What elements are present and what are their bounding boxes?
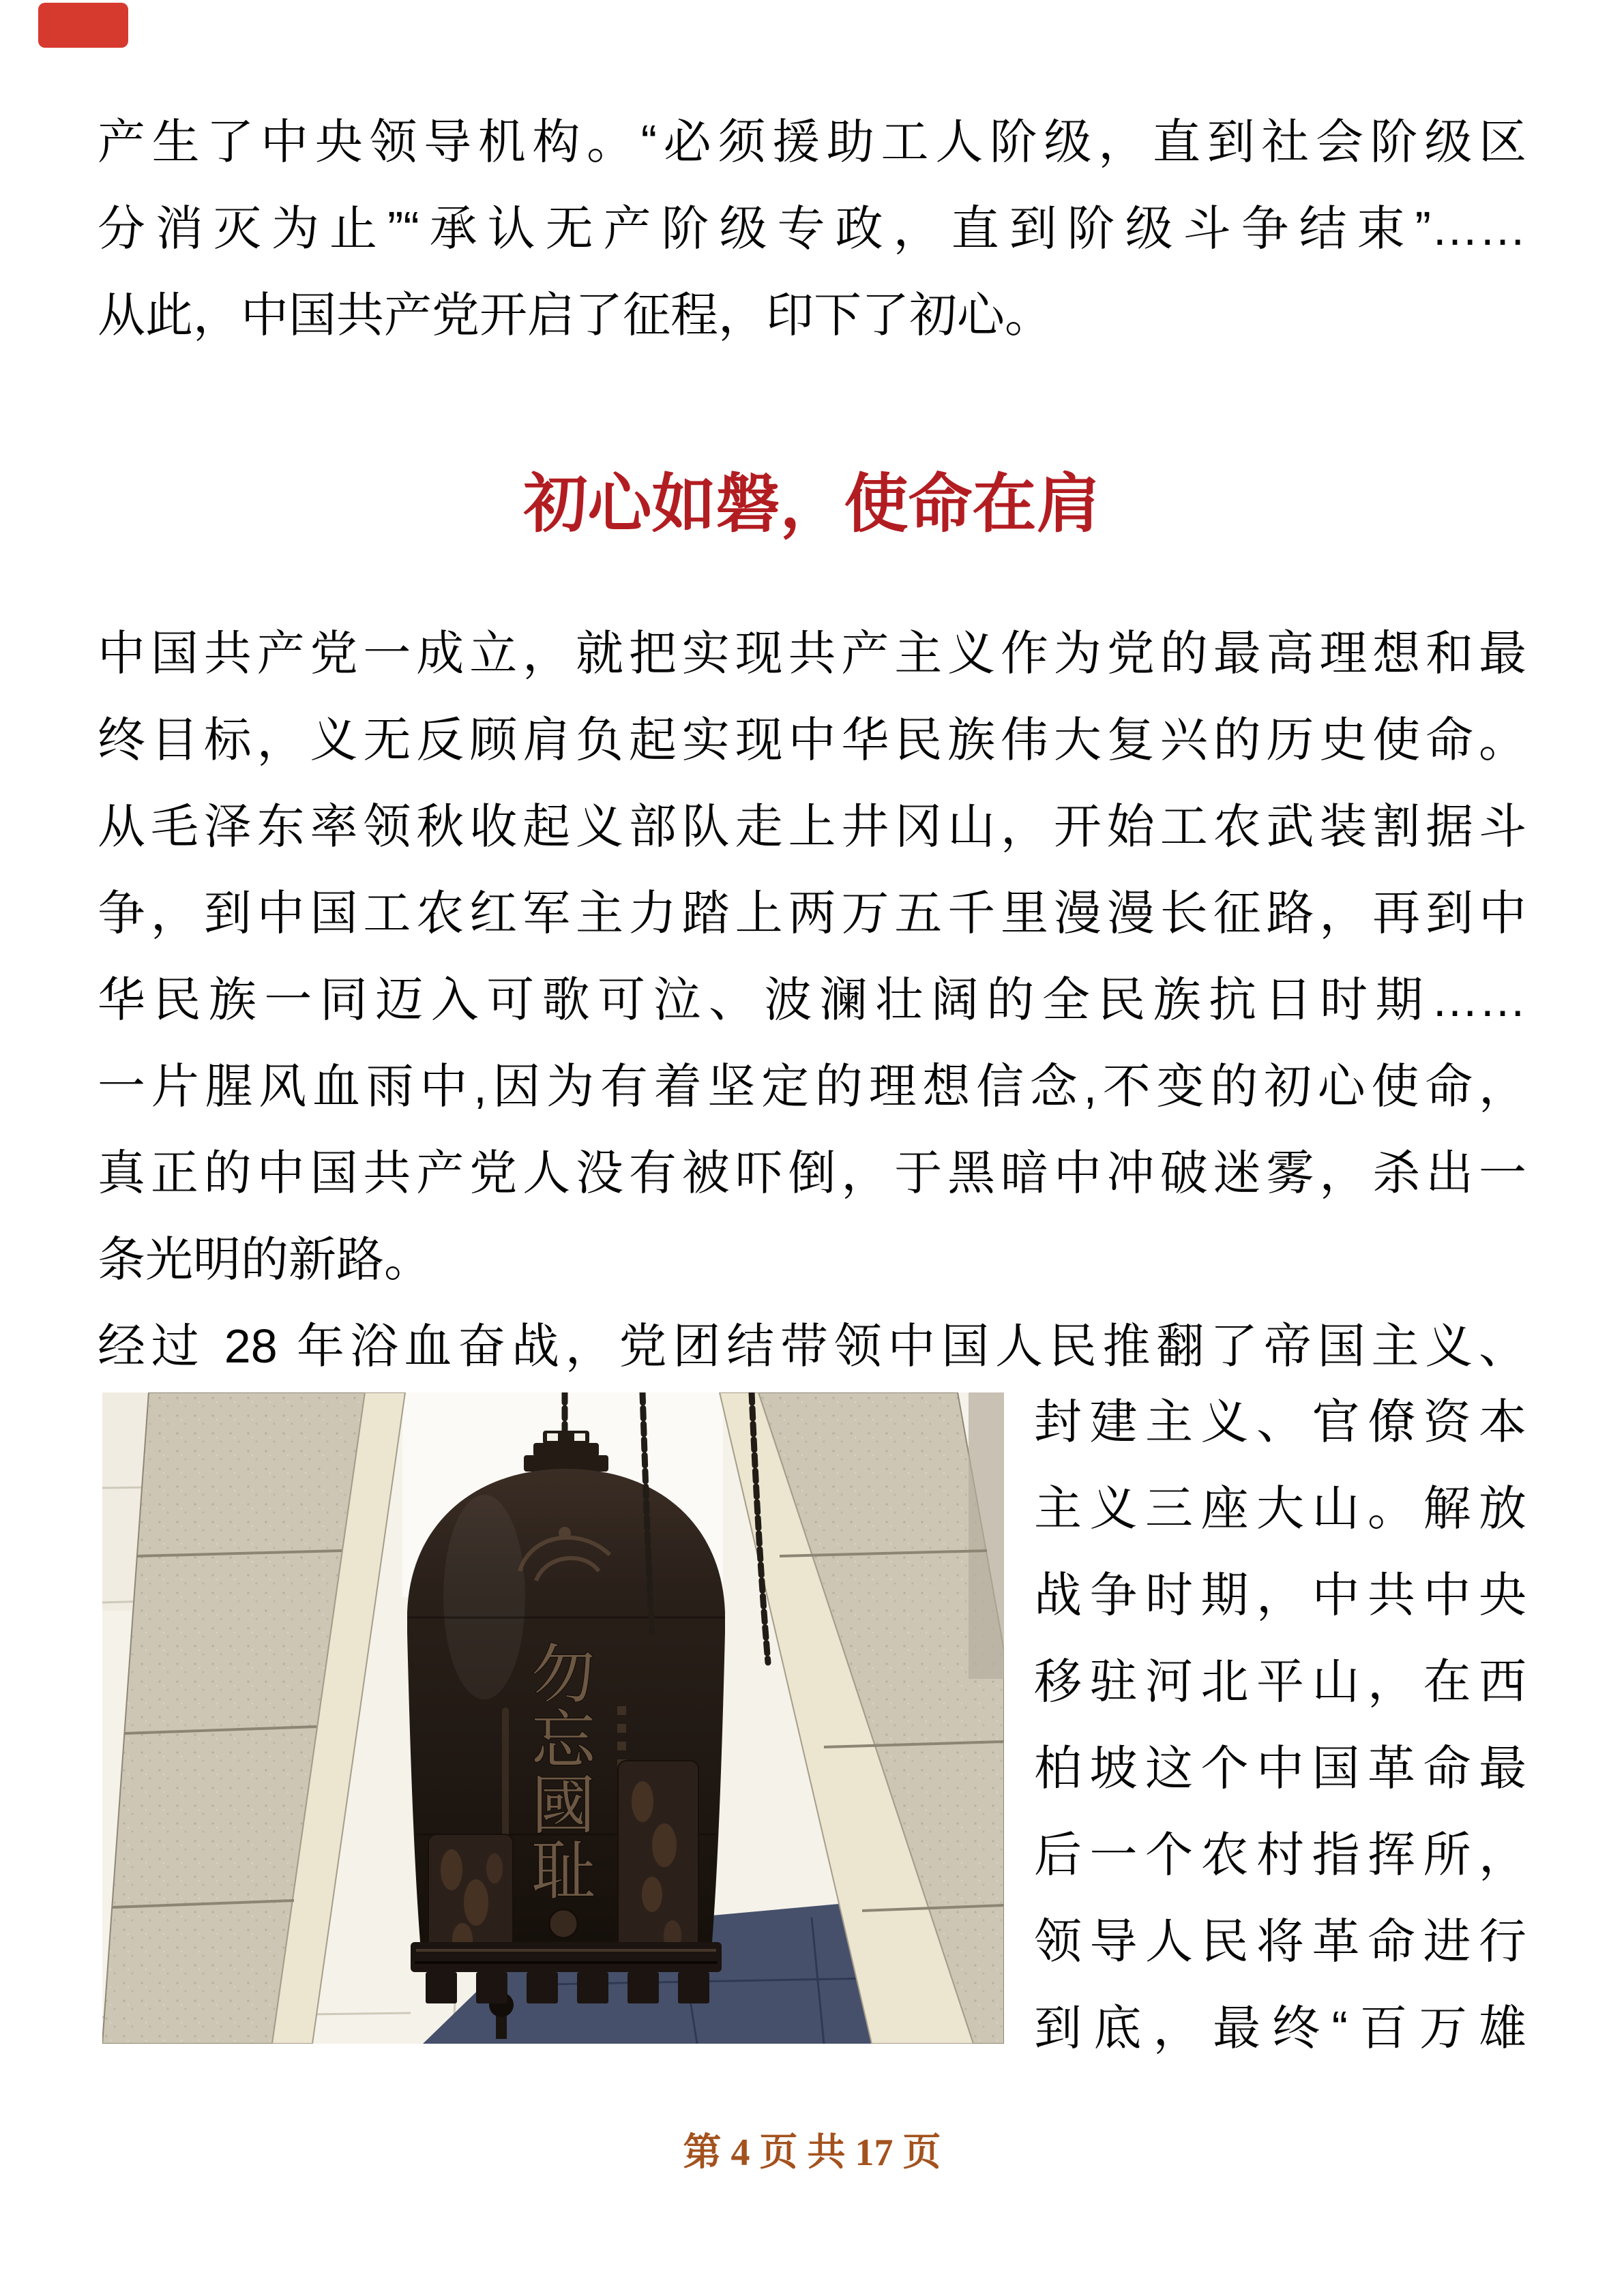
text-line: 分消灭为止”“承认无产阶级专政，直到阶级斗争结束”……	[98, 202, 1526, 255]
text-line: 主义三座大山。解放	[1034, 1482, 1526, 1535]
text-line: 争，到中国工农红军主力踏上两万五千里漫漫长征路，再到中	[98, 886, 1526, 940]
text-line: 柏坡这个中国革命最	[1034, 1742, 1526, 1795]
paragraph-main	[98, 610, 1526, 1390]
bell-inscription	[531, 1640, 597, 1907]
svg-text:勿: 勿	[531, 1640, 596, 1711]
bell-small-text-column-left	[502, 1708, 509, 1855]
text-line: 条光明的新路。	[98, 1233, 432, 1286]
bell-photo	[102, 1392, 1004, 2044]
paragraph-wrap-right	[1034, 1379, 1526, 2072]
red-corner-mark	[38, 3, 128, 48]
text-line: 华民族一同迈入可歌可泣、波澜壮阔的全民族抗日时期……	[98, 973, 1526, 1026]
svg-text:耻: 耻	[531, 1836, 596, 1907]
svg-text:國: 國	[531, 1771, 596, 1842]
text-line: 后一个农村指挥所，	[1034, 1828, 1526, 1881]
paragraph-top	[98, 99, 1526, 359]
bell-photo-graphic	[102, 1392, 1004, 2044]
page-footer-pagenumber: 第 4 页 共 17 页	[683, 2132, 941, 2174]
text-line: 从此，中国共产党开启了征程，印下了初心。	[98, 288, 1052, 342]
text-line: 从毛泽东率领秋收起义部队走上井冈山，开始工农武装割据斗	[98, 800, 1526, 853]
bell-relief-right	[618, 1761, 698, 1963]
bronze-bell	[407, 1431, 725, 2003]
text-line: 一片腥风血雨中,因为有着坚定的理想信念,不变的初心使命，	[98, 1060, 1526, 1113]
text-line: 终目标，义无反顾肩负起实现中华民族伟大复兴的历史使命。	[98, 713, 1526, 766]
text-line: 产生了中央领导机构。“必须援助工人阶级，直到社会阶级区	[98, 115, 1526, 168]
text-line: 战争时期，中共中央	[1034, 1568, 1526, 1622]
text-line: 真正的中国共产党人没有被吓倒，于黑暗中冲破迷雾，杀出一	[98, 1146, 1526, 1199]
text-line: 中国共产党一成立，就把实现共产主义作为党的最高理想和最	[98, 627, 1526, 680]
text-line: 移驻河北平山，在西	[1034, 1655, 1526, 1708]
text-line: 封建主义、官僚资本	[1034, 1395, 1526, 1448]
text-line: 到底，最终“百万雄	[1034, 2001, 1526, 2055]
text-line: 领导人民将革命进行	[1034, 1915, 1526, 1968]
svg-text:忘: 忘	[531, 1705, 596, 1776]
section-heading: 初心如磐，使命在肩	[523, 468, 1101, 539]
text-line: 经过 28 年浴血奋战，党团结带领中国人民推翻了帝国主义、	[98, 1320, 1526, 1373]
